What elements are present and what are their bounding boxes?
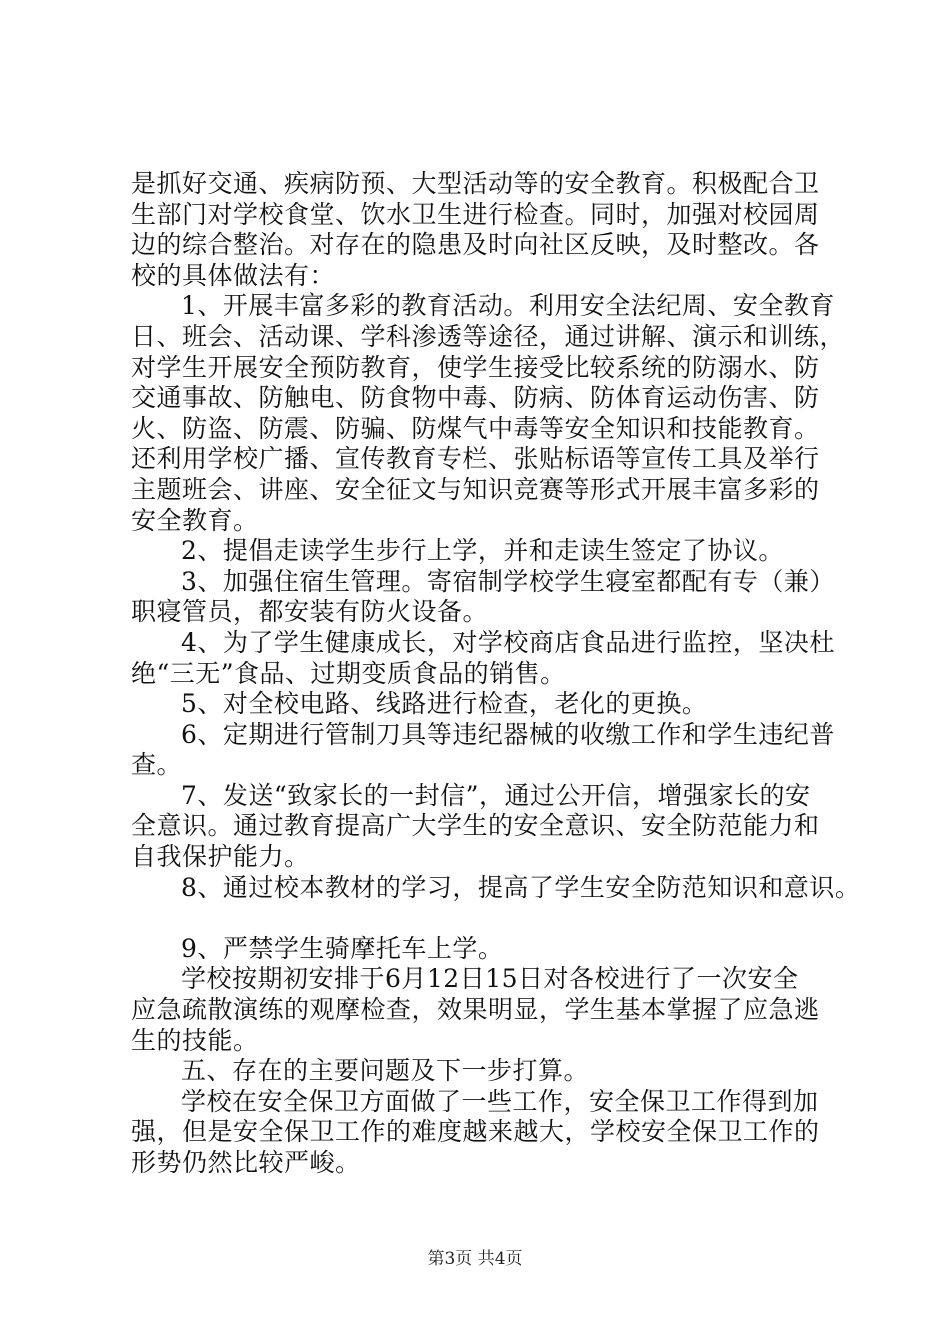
text-line: 形势仍然比较严峻。	[131, 1148, 361, 1177]
blank-line	[131, 903, 831, 934]
text-line: 职寝管员，都安装有防火设备。	[131, 597, 489, 627]
text-line: 全意识。通过教育提高广大学生的安全意识、安全防范能力和	[131, 811, 820, 841]
text-line: 学校在安全保卫方面做了一些工作，安全保卫工作得到加	[181, 1086, 819, 1116]
text-line: 8、通过校本教材的学习，提高了学生安全防范知识和意识。	[181, 872, 861, 902]
text-line: 校的具体做法有：	[131, 260, 336, 290]
text-line: 学校按期初安排于6月12日15日对各校进行了一次安全	[181, 964, 799, 994]
text-line: 日、班会、活动课、学科渗透等途径，通过讲解、演示和训练，	[131, 321, 846, 351]
text-line: 生的技能。	[131, 1025, 259, 1055]
text-line: 主题班会、讲座、安全征文与知识竞赛等形式开展丰富多彩的	[131, 474, 820, 504]
text-line: 应急疏散演练的观摩检查，效果明显，学生基本掌握了应急逃	[131, 995, 820, 1025]
text-line: 绝“三无”食品、过期变质食品的销售。	[131, 658, 566, 688]
text-line: 1、开展丰富多彩的教育活动。利用安全法纪周、安全教育	[181, 291, 835, 321]
text-line: 对学生开展安全预防教育，使学生接受比较系统的防溺水、防	[131, 352, 820, 382]
text-line: 2、提倡走读学生步行上学，并和走读生签定了协议。	[181, 536, 784, 566]
text-line: 还利用学校广播、宣传教育专栏、张贴标语等宣传工具及举行	[131, 444, 820, 474]
text-line: 交通事故、防触电、防食物中毒、防病、防体育运动伤害、防	[131, 383, 820, 413]
text-line: 五、存在的主要问题及下一步打算。	[181, 1056, 590, 1086]
text-line: 安全教育。	[131, 505, 259, 535]
text-line: 5、对全校电路、线路进行检查，老化的更换。	[181, 689, 708, 719]
text-line: 查。	[131, 750, 183, 780]
text-line: 强，但是安全保卫工作的难度越来越大，学校安全保卫工作的	[131, 1117, 820, 1147]
text-line: 边的综合整治。对存在的隐患及时向社区反映，及时整改。各	[131, 230, 820, 260]
text-line: 6、定期进行管制刀具等违纪器械的收缴工作和学生违纪普	[181, 719, 835, 749]
text-line: 生部门对学校食堂、饮水卫生进行检查。同时，加强对校园周	[131, 199, 820, 229]
text-line: 9、严禁学生骑摩托车上学。	[181, 933, 504, 963]
text-line: 4、为了学生健康成长，对学校商店食品进行监控，坚决杜	[181, 627, 835, 657]
text-line: 7、发送“致家长的一封信”，通过公开信，增强家长的安	[181, 780, 811, 810]
text-line: 3、加强住宿生管理。寄宿制学校学生寝室都配有专（兼）	[181, 566, 835, 596]
document-body	[131, 169, 861, 1179]
text-line: 自我保护能力。	[131, 842, 310, 872]
page-footer: 第3页 共4页	[427, 1249, 523, 1269]
text-line: 火、防盗、防震、防骗、防煤气中毒等安全知识和技能教育。	[131, 413, 820, 443]
text-line: 是抓好交通、疾病防预、大型活动等的安全教育。积极配合卫	[131, 169, 820, 198]
